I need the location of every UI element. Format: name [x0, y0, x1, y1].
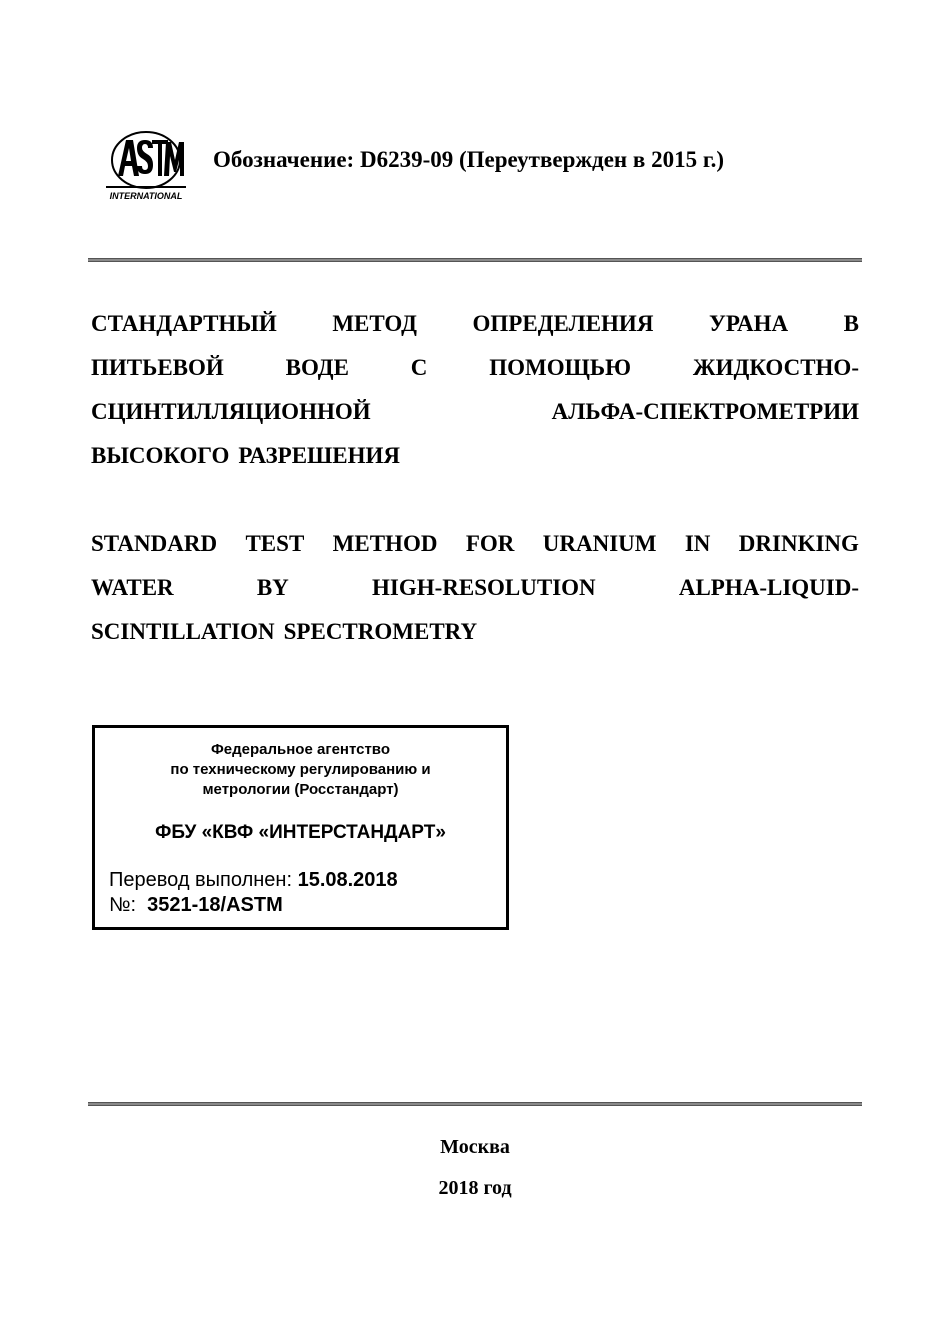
title-word: МЕТОД	[332, 311, 417, 336]
title-ru-line	[91, 434, 859, 478]
astm-logo-icon	[104, 128, 188, 204]
title-ru-line	[91, 346, 859, 390]
title-word: РАЗРЕШЕНИЯ	[238, 443, 401, 468]
title-word: ВОДЕ	[285, 355, 349, 380]
title-word: WATER	[91, 575, 174, 600]
document-designation: Обозначение: D6239-09 (Переутвержден в 2015 г.)	[213, 147, 725, 172]
title-en-line	[91, 610, 859, 654]
title-word: DRINKING	[738, 531, 859, 556]
title-word: ALPHA-LIQUID-	[678, 575, 859, 600]
title-word: ВЫСОКОГО	[91, 443, 230, 468]
title-word: СЦИНТИЛЛЯЦИОННОЙ	[91, 399, 371, 424]
title-word: BY	[256, 575, 289, 600]
number-label: №:	[109, 894, 137, 916]
translation-number-line	[109, 894, 283, 917]
logo-text: INTERNATIONAL	[109, 191, 183, 201]
agency-line: Федеральное агентство	[210, 741, 390, 758]
title-word: SPECTROMETRY	[283, 619, 478, 644]
agency-line: по техническому регулированию и	[170, 761, 431, 778]
title-word: СТАНДАРТНЫЙ	[91, 311, 277, 336]
translation-date-line	[109, 869, 398, 892]
title-word: УРАНА	[708, 311, 789, 336]
title-word: ОПРЕДЕЛЕНИЯ	[472, 311, 654, 336]
title-ru-line	[91, 302, 859, 346]
agency-line: метрологии (Росстандарт)	[202, 781, 399, 798]
title-word: АЛЬФА-СПЕКТРОМЕТРИИ	[551, 399, 859, 424]
title-word: FOR	[465, 531, 515, 556]
translation-stamp	[92, 725, 509, 930]
title-word: URANIUM	[542, 531, 657, 556]
title-english	[91, 522, 859, 654]
title-word: SCINTILLATION	[91, 619, 275, 644]
title-en-line	[91, 566, 859, 610]
translation-label: Перевод выполнен:	[109, 869, 293, 891]
stamp-organization: ФБУ «КВФ «ИНТЕРСТАНДАРТ»	[155, 822, 446, 843]
title-word: TEST	[245, 531, 305, 556]
publication-city: Москва	[440, 1136, 510, 1158]
title-word: ПИТЬЕВОЙ	[91, 355, 224, 380]
title-ru-line	[91, 390, 859, 434]
title-word: HIGH-RESOLUTION	[371, 575, 596, 600]
stamp-agency	[95, 740, 506, 800]
translation-date: 15.08.2018	[297, 869, 398, 891]
publication-year: 2018 год	[438, 1177, 512, 1199]
title-word: STANDARD	[91, 531, 218, 556]
title-word: В	[843, 311, 859, 336]
title-word: ЖИДКОСТНО-	[692, 355, 859, 380]
title-word: METHOD	[332, 531, 438, 556]
top-divider	[88, 258, 862, 262]
bottom-divider	[88, 1102, 862, 1106]
title-russian	[91, 302, 859, 478]
title-en-line	[91, 522, 859, 566]
title-word: IN	[684, 531, 711, 556]
title-word: С	[410, 355, 428, 380]
translation-number: 3521-18/ASTM	[147, 894, 283, 916]
title-word: ПОМОЩЬЮ	[489, 355, 631, 380]
